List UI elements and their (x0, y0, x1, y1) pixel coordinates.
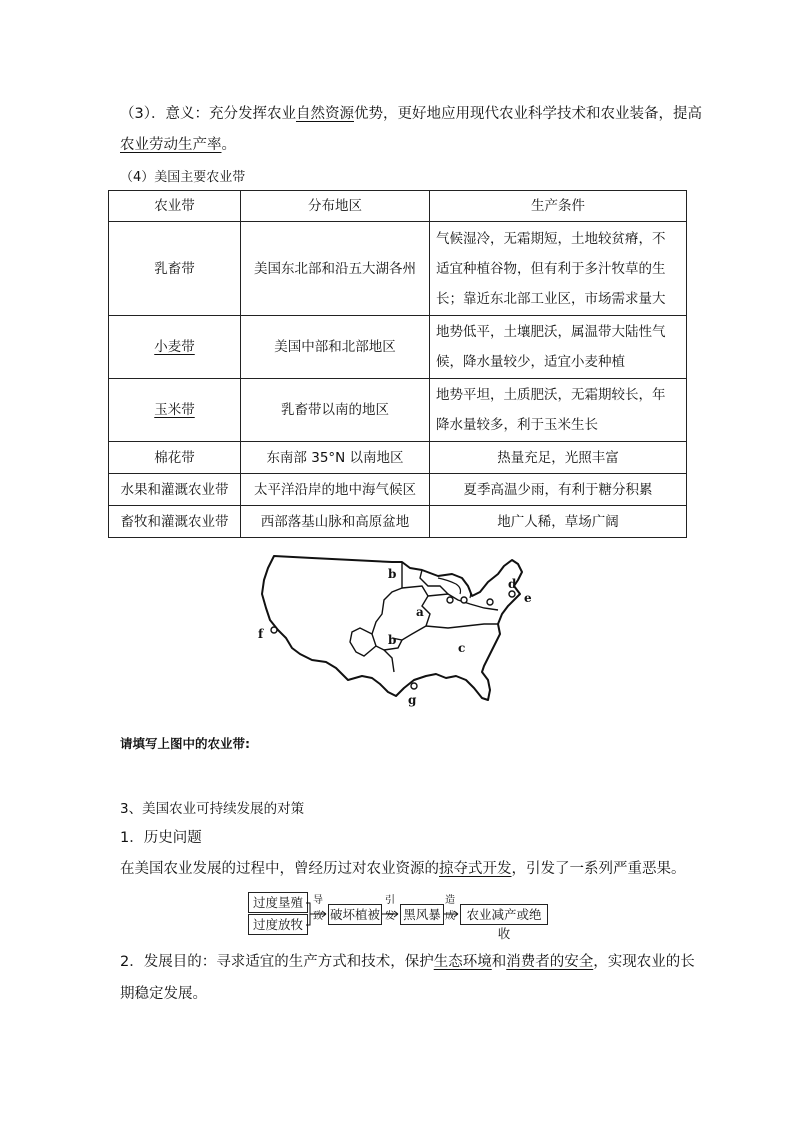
city-marker (487, 599, 493, 605)
belt-area: 美国中部和北部地区 (241, 316, 430, 379)
map-label-b-south: b (388, 633, 397, 647)
map-label-d: d (508, 577, 517, 591)
belt-border (392, 586, 430, 640)
city-marker (411, 683, 417, 689)
belt-name (109, 379, 241, 442)
cause-label (444, 895, 456, 923)
consumer-safety-answer: 消费者的安全 (506, 954, 594, 970)
section4-title: （4）美国主要农业带 (120, 170, 246, 185)
black-storm-box: 黑风暴 (400, 904, 444, 925)
belt-conditions (430, 222, 687, 316)
map-label-e: e (524, 591, 532, 605)
table-row (109, 379, 687, 442)
label-char: 成 (445, 911, 455, 922)
belt-border (426, 624, 498, 628)
over-grazing-box: 过度放牧 (248, 914, 308, 935)
belt-name-text: 小麦带 (154, 339, 195, 355)
label-char: 引 (385, 895, 395, 906)
belt-name: 棉花带 (109, 442, 241, 474)
goal-line-2: 期稳定发展。 (120, 986, 207, 1002)
table-row (109, 506, 687, 538)
belt-conditions: 热量充足，光照丰富 (430, 442, 687, 474)
label-char: 导 (313, 895, 323, 906)
belt-name: 畜牧和灌溉农业带 (109, 506, 241, 538)
table-row (109, 316, 687, 379)
belt-conditions: 地广人稀，草场广阔 (430, 506, 687, 538)
usa-agriculture-map (252, 548, 552, 720)
label-char: 发 (385, 911, 395, 922)
city-marker (461, 597, 467, 603)
belt-conditions (430, 379, 687, 442)
belt-name: 乳畜带 (109, 222, 241, 316)
belt-border (372, 562, 402, 672)
belt-name-text: 玉米带 (154, 402, 195, 418)
map-label-g: g (408, 693, 417, 707)
goal-line-1 (120, 950, 695, 971)
goal-and: 和 (491, 954, 507, 970)
city-marker (447, 597, 453, 603)
over-cultivation-box: 过度垦殖 (248, 892, 308, 913)
belt-conditions (430, 316, 687, 379)
label-char: 造 (445, 895, 455, 906)
belt-conditions: 夏季高温少雨，有利于糖分积累 (430, 474, 687, 506)
condition-line: 地势低平，土壤肥沃，属温带大陆性气 (436, 324, 666, 340)
lead-to-label (312, 895, 324, 923)
history-prefix: 在美国农业发展的过程中，曾经历过对农业资源的 (120, 861, 439, 877)
natural-resources-answer: 自然资源 (295, 106, 354, 122)
map-label-c: c (458, 641, 466, 655)
map-label-f: f (258, 627, 264, 641)
belt-area: 乳畜带以南的地区 (241, 379, 430, 442)
labor-productivity-answer: 农业劳动生产率 (120, 137, 222, 153)
table-row (109, 222, 687, 316)
goal-mid: ，实现农业的长 (593, 954, 695, 970)
header-conditions: 生产条件 (430, 191, 687, 222)
map-label-a: a (416, 605, 424, 619)
belt-area: 西部落基山脉和高原盆地 (241, 506, 430, 538)
exploitative-development-answer: 掠夺式开发 (439, 861, 512, 877)
belt-area: 美国东北部和沿五大湖各州 (241, 222, 430, 316)
header-belt: 农业带 (109, 191, 241, 222)
belt-area: 东南部 35°N 以南地区 (241, 442, 430, 474)
agriculture-belt-table (108, 190, 687, 538)
condition-line: 长；靠近东北部工业区，市场需求量大 (436, 290, 666, 307)
city-marker (271, 627, 277, 633)
significance-mid: 优势，更好地应用现代农业科学技术和农业装备，提高 (353, 106, 702, 122)
significance-line-1 (120, 102, 702, 123)
significance-end: 。 (221, 137, 236, 153)
condition-line: 地势平坦，土质肥沃，无霜期较长，年 (436, 387, 666, 403)
condition-line: 候，降水量较少，适宜小麦种植 (436, 354, 625, 370)
significance-line-2 (120, 133, 236, 154)
fill-prompt: 请填写上图中的农业带: (120, 736, 250, 751)
trigger-label (384, 895, 396, 923)
city-marker (509, 591, 515, 597)
great-lakes (438, 578, 461, 594)
belt-area: 太平洋沿岸的地中海气候区 (241, 474, 430, 506)
goal-prefix: 2．发展目的：寻求适宜的生产方式和技术，保护 (120, 954, 434, 970)
table-header-row (109, 191, 687, 222)
map-label-b-north: b (388, 567, 397, 581)
section-3-title: 3、美国农业可持续发展的对策 (120, 801, 305, 817)
header-area: 分布地区 (241, 191, 430, 222)
belt-name (109, 316, 241, 379)
table-row (109, 474, 687, 506)
condition-line: 降水量较多，利于玉米生长 (436, 417, 598, 433)
condition-line: 适宜种植谷物，但有利于多汁牧草的生 (436, 260, 666, 277)
history-title: 1．历史问题 (120, 830, 202, 846)
crop-failure-box: 农业减产或绝收 (460, 904, 548, 925)
label-char: 致 (313, 911, 323, 922)
significance-prefix: （3）．意义：充分发挥农业 (120, 106, 296, 122)
condition-line: 气候湿冷，无霜期短，土地较贫瘠，不 (436, 230, 666, 247)
ecological-environment-answer: 生态环境 (433, 954, 492, 970)
destroy-vegetation-box: 破坏植被 (328, 904, 382, 925)
belt-name: 水果和灌溉农业带 (109, 474, 241, 506)
history-end: ，引发了一系列严重恶果。 (511, 861, 686, 877)
history-text (120, 857, 686, 878)
table-row (109, 442, 687, 474)
